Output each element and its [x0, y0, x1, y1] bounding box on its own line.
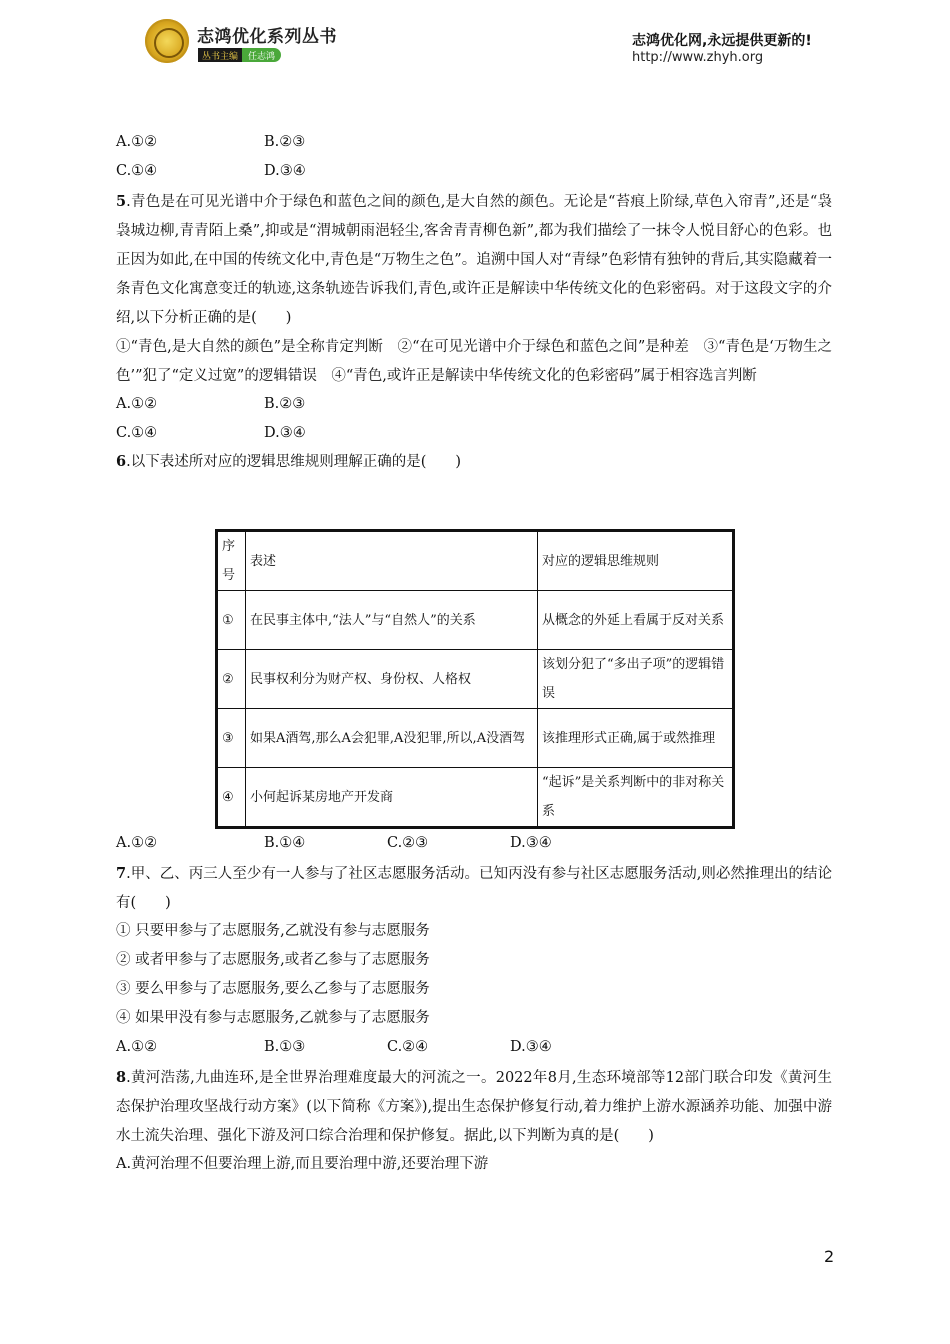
- q7-statement-1: ① 只要甲参与了志愿服务,乙就没有参与志愿服务: [116, 923, 430, 939]
- table-row: [217, 709, 734, 768]
- q6-table: [215, 529, 735, 829]
- table-cell: 该划分犯了“多出子项”的逻辑错误: [538, 650, 734, 709]
- q6-options: [116, 830, 832, 859]
- q7-option-d: D.③④: [510, 1039, 552, 1055]
- editor-name: 任志鸿: [242, 48, 281, 62]
- q7-option-a: A.①②: [116, 1039, 158, 1055]
- q7-statement-2: ② 或者甲参与了志愿服务,或者乙参与了志愿服务: [116, 952, 430, 968]
- q4-option-b: B.②③: [264, 134, 306, 150]
- page-number: 2: [824, 1247, 835, 1266]
- q5-statements: ①“青色,是大自然的颜色”是全称肯定判断 ②“在可见光谱中介于绿色和蓝色之间”是种差 ③“青色是‘万物生之色’”犯了“定义过宽”的逻辑错误 ④“青色,或许正是解读中华传统文化的色彩密码”属于相容选言判断: [116, 339, 832, 384]
- q7-statement-4: ④ 如果甲没有参与志愿服务,乙就参与了志愿服务: [116, 1010, 430, 1026]
- editor-label: 丛书主编: [198, 48, 242, 62]
- table-cell: 该推理形式正确,属于或然推理: [538, 709, 734, 768]
- q7-option-b: B.①③: [264, 1039, 306, 1055]
- q6-table-header: [217, 531, 734, 591]
- question-content-lower: [116, 830, 832, 1180]
- table-cell: 民事权利分为财产权、身份权、人格权: [246, 650, 538, 709]
- q6-text: .以下表述所对应的逻辑思维规则理解正确的是( ): [126, 454, 462, 470]
- table-cell: “起诉”是关系判断中的非对称关系: [538, 768, 734, 828]
- q5-number: 5: [116, 193, 127, 210]
- q5-option-d: D.③④: [264, 425, 306, 441]
- series-editor-badge: [198, 48, 281, 62]
- header-url[interactable]: http://www.zhyh.org: [632, 50, 764, 65]
- table-cell: 在民事主体中,“法人”与“自然人”的关系: [246, 591, 538, 650]
- q4-option-a: A.①②: [116, 134, 158, 150]
- q4-option-d: D.③④: [264, 163, 306, 179]
- table-row: [217, 768, 734, 828]
- q8-number: 8: [116, 1069, 127, 1086]
- q5-option-c: C.①④: [116, 425, 158, 441]
- q7-text: .甲、乙、丙三人至少有一人参与了社区志愿服务活动。已知丙没有参与社区志愿服务活动,则必然推理出的结论有( ): [116, 866, 832, 911]
- q7-options: [116, 1034, 832, 1063]
- table-header-cell: 序号: [217, 531, 246, 591]
- q4-options-row-2: [116, 158, 832, 187]
- q4-options-row-1: [116, 129, 832, 158]
- q6-option-d: D.③④: [510, 835, 552, 851]
- q8-stem: [116, 1063, 832, 1151]
- q6-stem: [116, 449, 832, 478]
- q8-text: .黄河浩荡,九曲连环,是全世界治理难度最大的河流之一。2022年8月,生态环境部等12部门联合印发《黄河生态保护治理攻坚战行动方案》(以下简称《方案》),提出生态保护修复行动,着力维护上游水源涵养功能、加强中游水土流失治理、强化下游及河口综合治理和保护修复。据此,以下判断为真的是( ): [116, 1070, 832, 1144]
- q6-option-c: C.②③: [387, 835, 429, 851]
- page-header: [0, 0, 950, 90]
- q7-number: 7: [116, 865, 127, 882]
- table-row: [217, 591, 734, 650]
- table-cell: 从概念的外延上看属于反对关系: [538, 591, 734, 650]
- table-cell: ①: [217, 591, 246, 650]
- q8-option-a: A.黄河治理不但要治理上游,而且要治理中游,还要治理下游: [116, 1156, 489, 1172]
- series-logo-icon: [145, 19, 189, 63]
- q5-option-a: A.①②: [116, 396, 158, 412]
- header-slogan: 志鸿优化网,永远提供更新的!: [632, 33, 812, 49]
- q7-stem: [116, 859, 832, 918]
- q4-option-c: C.①④: [116, 163, 158, 179]
- table-cell: ④: [217, 768, 246, 828]
- table-cell: ②: [217, 650, 246, 709]
- table-header-cell: 表述: [246, 531, 538, 591]
- q5-text: .青色是在可见光谱中介于绿色和蓝色之间的颜色,是大自然的颜色。无论是“苔痕上阶绿,草色入帘青”,还是“袅袅城边柳,青青陌上桑”,抑或是“渭城朝雨浥轻尘,客舍青青柳色新”,都为我们描绘了一抹令人悦目舒心的色彩。也正因为如此,在中国的传统文化中,青色是“万物生之色”。追溯中国人对“青绿”色彩情有独钟的背后,其实隐藏着一条青色文化寓意变迁的轨迹,这条轨迹告诉我们,青色,或许正是解读中华传统文化的色彩密码。对于这段文字的介绍,以下分析正确的是( ): [116, 194, 832, 326]
- q6-number: 6: [116, 453, 127, 470]
- table-cell: 如果A酒驾,那么A会犯罪,A没犯罪,所以,A没酒驾: [246, 709, 538, 768]
- q5-options-row-2: [116, 420, 832, 449]
- q5-options-row-1: [116, 391, 832, 420]
- table-header-cell: 对应的逻辑思维规则: [538, 531, 734, 591]
- q6-option-b: B.①④: [264, 835, 306, 851]
- q7-option-c: C.②④: [387, 1039, 429, 1055]
- brand-title: 志鸿优化系列丛书: [197, 27, 337, 47]
- q6-option-a: A.①②: [116, 835, 158, 851]
- table-cell: ③: [217, 709, 246, 768]
- q5-option-b: B.②③: [264, 396, 306, 412]
- q5-stem: [116, 187, 832, 333]
- q7-statement-3: ③ 要么甲参与了志愿服务,要么乙参与了志愿服务: [116, 981, 430, 997]
- table-cell: 小何起诉某房地产开发商: [246, 768, 538, 828]
- table-row: [217, 650, 734, 709]
- question-content: [116, 129, 832, 478]
